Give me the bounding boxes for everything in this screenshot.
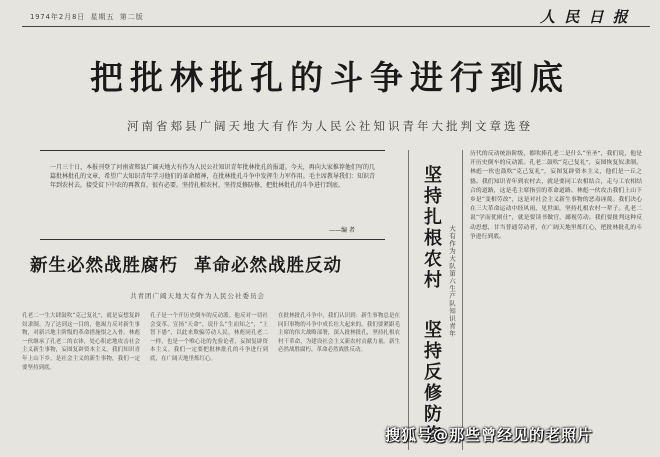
left-article-title-part1: 新生必然战胜腐朽 (30, 256, 178, 276)
vertical-title-line-2: 坚持反修防修 (421, 320, 442, 446)
left-article-title (30, 252, 400, 277)
editor-note-box (40, 150, 385, 240)
editor-note-text: 一月三十日，本报刊登了河南省郏县广阔天地大有作为人民公社知识青年批林批孔的报道。今天，再向大家推荐他们写的几篇批林批孔的文章，希望广大知识青年学习他们的革命精神，在批林批孔斗争中发挥生力军作用。毛主席教导我们：知识青年到农村去，接受贫下中农的再教育，很有必要。坚持扎根农村，坚持反修防修，把批林批孔的斗争进行到底。 (50, 164, 375, 189)
left-article-column-3: 在批林批孔斗争中，我们认识到：新生事物总是在同旧事物的斗争中成长壮大起来的。我们要紧跟毛主席的伟大战略部署，深入批林批孔，坚持扎根农村干革命，为建设社会主义新农村贡献力量。新生必然战胜腐朽，革命必然战胜反动。 (278, 313, 400, 354)
column-divider-left (408, 150, 409, 450)
column-divider-right (462, 150, 463, 450)
masthead-paper-name: 人 民 日 报 (540, 8, 630, 26)
left-article-title-part2: 革命必然战胜反动 (194, 256, 342, 276)
masthead-rule (22, 26, 650, 27)
page-headline: 把批林批孔的斗争进行到底 (90, 58, 570, 97)
vertical-title-line-1: 坚持扎根农村 (421, 165, 442, 291)
page-subhead: 河南省郏县广阔天地大有作为人民公社知识青年大批判文章选登 (127, 119, 533, 133)
watermark: 搜狐号@那些曾经见的老照片 (385, 426, 594, 444)
editor-note-signature: ——编 者 (329, 227, 355, 234)
masthead-date: 1974年2月8日 星期五 第二版 (30, 13, 144, 21)
right-article-text: 历代的反动统治阶级，都吹捧孔老二是什么“至圣”，我们说，他是开历史倒车的反动派。孔老二鼓吹“克己复礼”，妄图恢复奴隶制。林彪一伙也鼓吹“克己复礼”，妄图复辟资本主义，他们是一丘之貉。我们知识青年到农村去，就是要同工农相结合，走与工农相结合的道路，这是毛主席指引的革命道路。林彪一伙攻击我们上山下乡是“变相劳改”，这是对社会主义新生事物的恶毒诬蔑。我们决心在三大革命运动中经风雨，见世面，坚持扎根农村一辈子。孔老二说“学而优则仕”，就是要读书做官，鄙视劳动。我们要批判这种反动思想，甘当普通劳动者，在广阔天地里炼红心，把批林批孔的斗争进行到底。 (470, 151, 642, 240)
left-article-byline: 共青团广阔天地大有作为人民公社委员会 (130, 292, 265, 300)
vertical-title-byline: 大有作为大队第六生产队知识青年 (448, 225, 456, 338)
left-article-column-1: 孔老二一生大肆鼓吹“克己复礼”，就是妄想复辟奴隶制。为了达到这一目的，他竭力反对新生事物，对新兴地主阶级的革命措施恨之入骨。林彪一伙继承了孔老二的衣钵，处心积虑地攻击社会主义新生事物，妄图复辟资本主义。我们知识青年上山下乡，是社会主义的新生事物，我们一定要坚持到底。 (22, 313, 140, 371)
left-article-column-2: 孔子是一个开历史倒车的反动派。他反对一切社会变革，宣扬“天命”，说什么“生而知之”，“上智下愚”，以此来欺骗劳动人民。林彪同孔老二一样，也是一个唯心论的先验论者，妄图复辟资本主义。我们一定要把批林批孔的斗争进行到底，在广阔天地里炼红心。 (150, 313, 268, 362)
